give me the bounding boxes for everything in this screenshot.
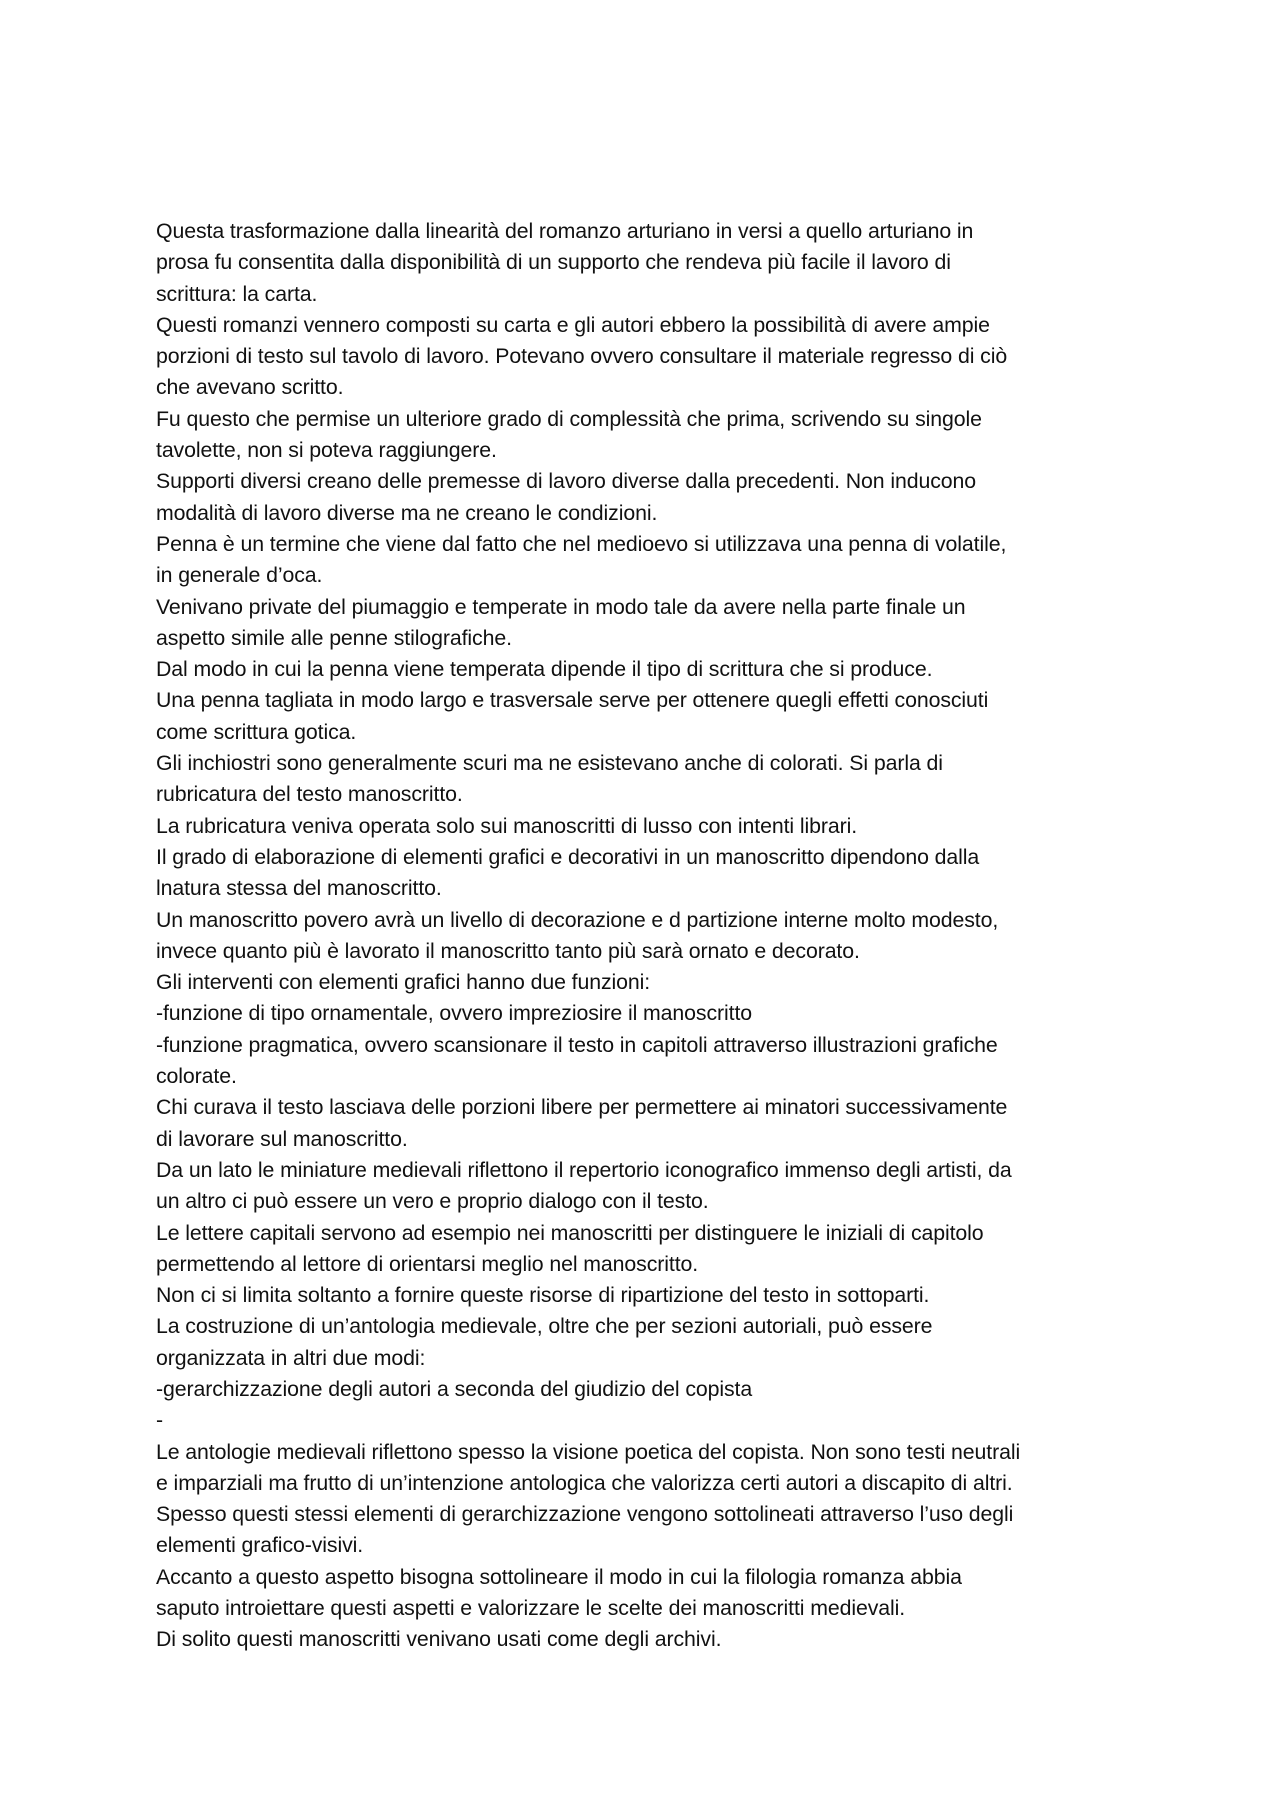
text-line: Accanto a questo aspetto bisogna sottolineare il modo in cui la filologia romanza abbia bbox=[156, 1564, 962, 1589]
text-line: Gli interventi con elementi grafici hanno due funzioni: bbox=[156, 970, 651, 995]
text-line: Da un lato le miniature medievali riflettono il repertorio iconografico immenso degli artisti, da bbox=[156, 1157, 1012, 1182]
text-line: La costruzione di un’antologia medievale, oltre che per sezioni autoriali, può essere bbox=[156, 1314, 933, 1339]
text-line: Penna è un termine che viene dal fatto che nel medioevo si utilizzava una penna di volatile, bbox=[156, 531, 1007, 556]
text-line: come scrittura gotica. bbox=[156, 719, 357, 744]
document-body bbox=[156, 216, 1146, 1656]
text-line: in generale d’oca. bbox=[156, 563, 323, 588]
text-line: che avevano scritto. bbox=[156, 375, 344, 400]
text-line: colorate. bbox=[156, 1064, 237, 1089]
text-line: e imparziali ma frutto di un’intenzione antologica che valorizza certi autori a discapito di altri. bbox=[156, 1470, 1013, 1495]
text-line: La rubricatura veniva operata solo sui manoscritti di lusso con intenti librari. bbox=[156, 813, 858, 838]
text-line: porzioni di testo sul tavolo di lavoro. Potevano ovvero consultare il materiale regresso di ciò bbox=[156, 344, 1008, 369]
text-line: di lavorare sul manoscritto. bbox=[156, 1126, 408, 1151]
text-line: -funzione pragmatica, ovvero scansionare il testo in capitoli attraverso illustrazioni grafiche bbox=[156, 1032, 998, 1057]
text-line: un altro ci può essere un vero e proprio dialogo con il testo. bbox=[156, 1189, 709, 1214]
text-line: Fu questo che permise un ulteriore grado di complessità che prima, scrivendo su singole bbox=[156, 406, 982, 431]
text-line: organizzata in altri due modi: bbox=[156, 1345, 426, 1370]
text-line: Supporti diversi creano delle premesse di lavoro diverse dalla precedenti. Non inducono bbox=[156, 469, 976, 494]
text-line: Venivano private del piumaggio e temperate in modo tale da avere nella parte finale un bbox=[156, 594, 966, 619]
text-line: invece quanto più è lavorato il manoscritto tanto più sarà ornato e decorato. bbox=[156, 938, 860, 963]
text-line: Di solito questi manoscritti venivano usati come degli archivi. bbox=[156, 1627, 722, 1652]
text-line: saputo introiettare questi aspetti e valorizzare le scelte dei manoscritti medievali. bbox=[156, 1596, 906, 1621]
text-line: Non ci si limita soltanto a fornire queste risorse di ripartizione del testo in sottoparti. bbox=[156, 1283, 930, 1308]
text-line: Una penna tagliata in modo largo e trasversale serve per ottenere quegli effetti conosciuti bbox=[156, 688, 989, 713]
text-line: elementi grafico-visivi. bbox=[156, 1533, 364, 1558]
text-line: lnatura stessa del manoscritto. bbox=[156, 876, 442, 901]
text-line: aspetto simile alle penne stilografiche. bbox=[156, 625, 512, 650]
text-line: modalità di lavoro diverse ma ne creano le condizioni. bbox=[156, 500, 658, 525]
text-line: Dal modo in cui la penna viene temperata dipende il tipo di scrittura che si produce. bbox=[156, 657, 933, 682]
text-line: -funzione di tipo ornamentale, ovvero impreziosire il manoscritto bbox=[156, 1001, 753, 1026]
text-line: -gerarchizzazione degli autori a seconda del giudizio del copista bbox=[156, 1376, 753, 1401]
text-line: Spesso questi stessi elementi di gerarchizzazione vengono sottolineati attraverso l’uso degli bbox=[156, 1502, 1014, 1527]
text-line: Questi romanzi vennero composti su carta e gli autori ebbero la possibilità di avere ampie bbox=[156, 312, 990, 337]
text-line: rubricatura del testo manoscritto. bbox=[156, 782, 463, 807]
text-line: - bbox=[156, 1408, 163, 1433]
text-line: Il grado di elaborazione di elementi grafici e decorativi in un manoscritto dipendono dalla bbox=[156, 844, 980, 869]
text-line: Questa trasformazione dalla linearità del romanzo arturiano in versi a quello arturiano in bbox=[156, 219, 974, 243]
text-line: Chi curava il testo lasciava delle porzioni libere per permettere ai minatori successivamente bbox=[156, 1095, 1008, 1120]
text-line: permettendo al lettore di orientarsi meglio nel manoscritto. bbox=[156, 1251, 699, 1276]
text-line: Un manoscritto povero avrà un livello di decorazione e d partizione interne molto modesto, bbox=[156, 907, 999, 932]
text-line: prosa fu consentita dalla disponibilità di un supporto che rendeva più facile il lavoro di bbox=[156, 250, 951, 275]
text-line: tavolette, non si poteva raggiungere. bbox=[156, 438, 497, 463]
text-line: Le lettere capitali servono ad esempio nei manoscritti per distinguere le iniziali di capitolo bbox=[156, 1220, 984, 1245]
text-line: scrittura: la carta. bbox=[156, 281, 318, 306]
text-line: Le antologie medievali riflettono spesso la visione poetica del copista. Non sono testi neutrali bbox=[156, 1439, 1021, 1464]
text-line: Gli inchiostri sono generalmente scuri ma ne esistevano anche di colorati. Si parla di bbox=[156, 751, 943, 776]
